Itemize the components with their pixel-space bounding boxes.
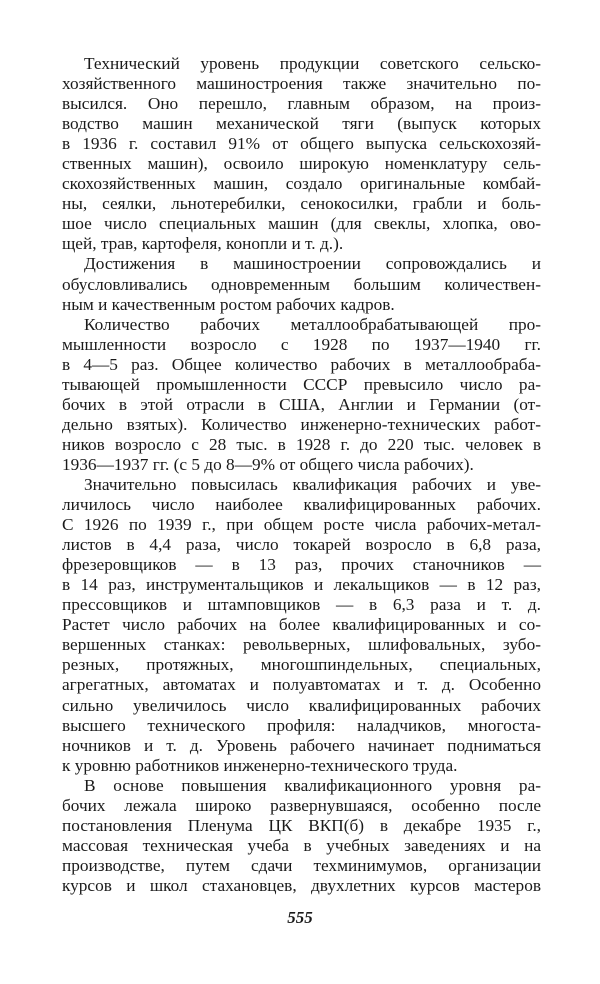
text-line: Технический уровень продукции советского сельско- [84, 54, 541, 73]
text-line: Достижения в машиностроении сопровождались и [84, 254, 541, 274]
text-line: фрезеровщиков — в 13 раз, прочих станочников — [62, 555, 541, 575]
page-number: 555 [287, 908, 313, 927]
text-line: сильно увеличилось число квалифицированных рабочих [62, 695, 541, 715]
text-line: скохозяйственных машин, создало оригинальные комбай- [62, 174, 541, 194]
text-line: массовая техническая учеба в учебных заведениях и на [62, 835, 541, 855]
paragraph [62, 254, 541, 314]
text-line: бочих лежала широко развернувшаяся, особенно после [62, 795, 541, 815]
text-line: к уровню работников инженерно-технического труда. [62, 755, 458, 775]
text-line: ников возросло с 28 тыс. в 1928 г. до 220 тыс. человек в [62, 434, 541, 454]
text-line: дельно взятых). Количество инженерно-технических работ- [62, 414, 541, 434]
text-line: мышленности возросло с 1928 по 1937—1940 гг. [62, 334, 541, 354]
text-line: высился. Оно перешло, главным образом, на произ- [62, 94, 541, 114]
text-line: агрегатных, автоматах и полуавтоматах и т. д. Особенно [62, 675, 541, 695]
paragraph [62, 776, 541, 896]
text-line: вершенных станках: револьверных, шлифовальных, зубо- [62, 635, 541, 655]
text-line: ственных машин), освоило широкую номенклатуру сель- [62, 154, 541, 174]
text-line: в 4—5 раз. Общее количество рабочих в металлообраба- [62, 354, 541, 374]
text-line: в 1936 г. составил 91% от общего выпуска сельскохозяй- [62, 134, 541, 154]
text-line: листов в 4,4 раза, число токарей возросло в 6,8 раза, [62, 535, 541, 555]
text-line: производстве, путем сдачи техминимумов, организации [62, 855, 541, 875]
text-line: С 1926 по 1939 г., при общем росте числа рабочих-метал- [62, 515, 541, 535]
text-line: курсов и школ стахановцев, двухлетних курсов мастеров [62, 875, 541, 895]
text-line: Растет число рабочих на более квалифицированных и со- [62, 615, 541, 635]
text-line: прессовщиков и штамповщиков — в 6,3 раза и т. д. [62, 595, 541, 615]
text-line: тывающей промышленности СССР превысило число ра- [62, 374, 541, 394]
text-line: личилось число наиболее квалифицированных рабочих. [62, 495, 541, 515]
text-line: бочих в этой отрасли в США, Англии и Германии (от- [62, 394, 541, 414]
paragraph [62, 475, 541, 776]
text-line: В основе повышения квалификационного уровня ра- [84, 775, 541, 795]
text-line: ночников и т. д. Уровень рабочего начинает подниматься [62, 735, 541, 755]
text-line: хозяйственного машиностроения также значительно по- [62, 74, 541, 94]
text-line: водство машин механической тяги (выпуск которых [62, 114, 541, 134]
text-line: шое число специальных машин (для свеклы, хлопка, ово- [62, 214, 541, 234]
text-line: высшего технического профиля: наладчиков, многоста- [62, 715, 541, 735]
paragraph [62, 54, 541, 254]
text-line: обусловливались одновременным большим количествен- [62, 274, 541, 294]
paragraph [62, 315, 541, 475]
text-line: резных, протяжных, многошпиндельных, специальных, [62, 655, 541, 675]
text-line: Значительно повысилась квалификация рабочих и уве- [84, 474, 541, 494]
text-line: постановления Пленума ЦК ВКП(б) в декабре 1935 г., [62, 815, 541, 835]
text-line: ным и качественным ростом рабочих кадров. [62, 294, 395, 314]
text-line: щей, трав, картофеля, конопли и т. д.). [62, 234, 344, 254]
text-line: 1936—1937 гг. (с 5 до 8—9% от общего числа рабочих). [62, 454, 474, 474]
text-line: в 14 раз, инструментальщиков и лекальщиков — в 12 раз, [62, 575, 541, 595]
text-line: ны, сеялки, льнотеребилки, сенокосилки, грабли и боль- [62, 194, 541, 214]
page-body [62, 54, 541, 896]
text-line: Количество рабочих металлообрабатывающей про- [84, 314, 541, 334]
